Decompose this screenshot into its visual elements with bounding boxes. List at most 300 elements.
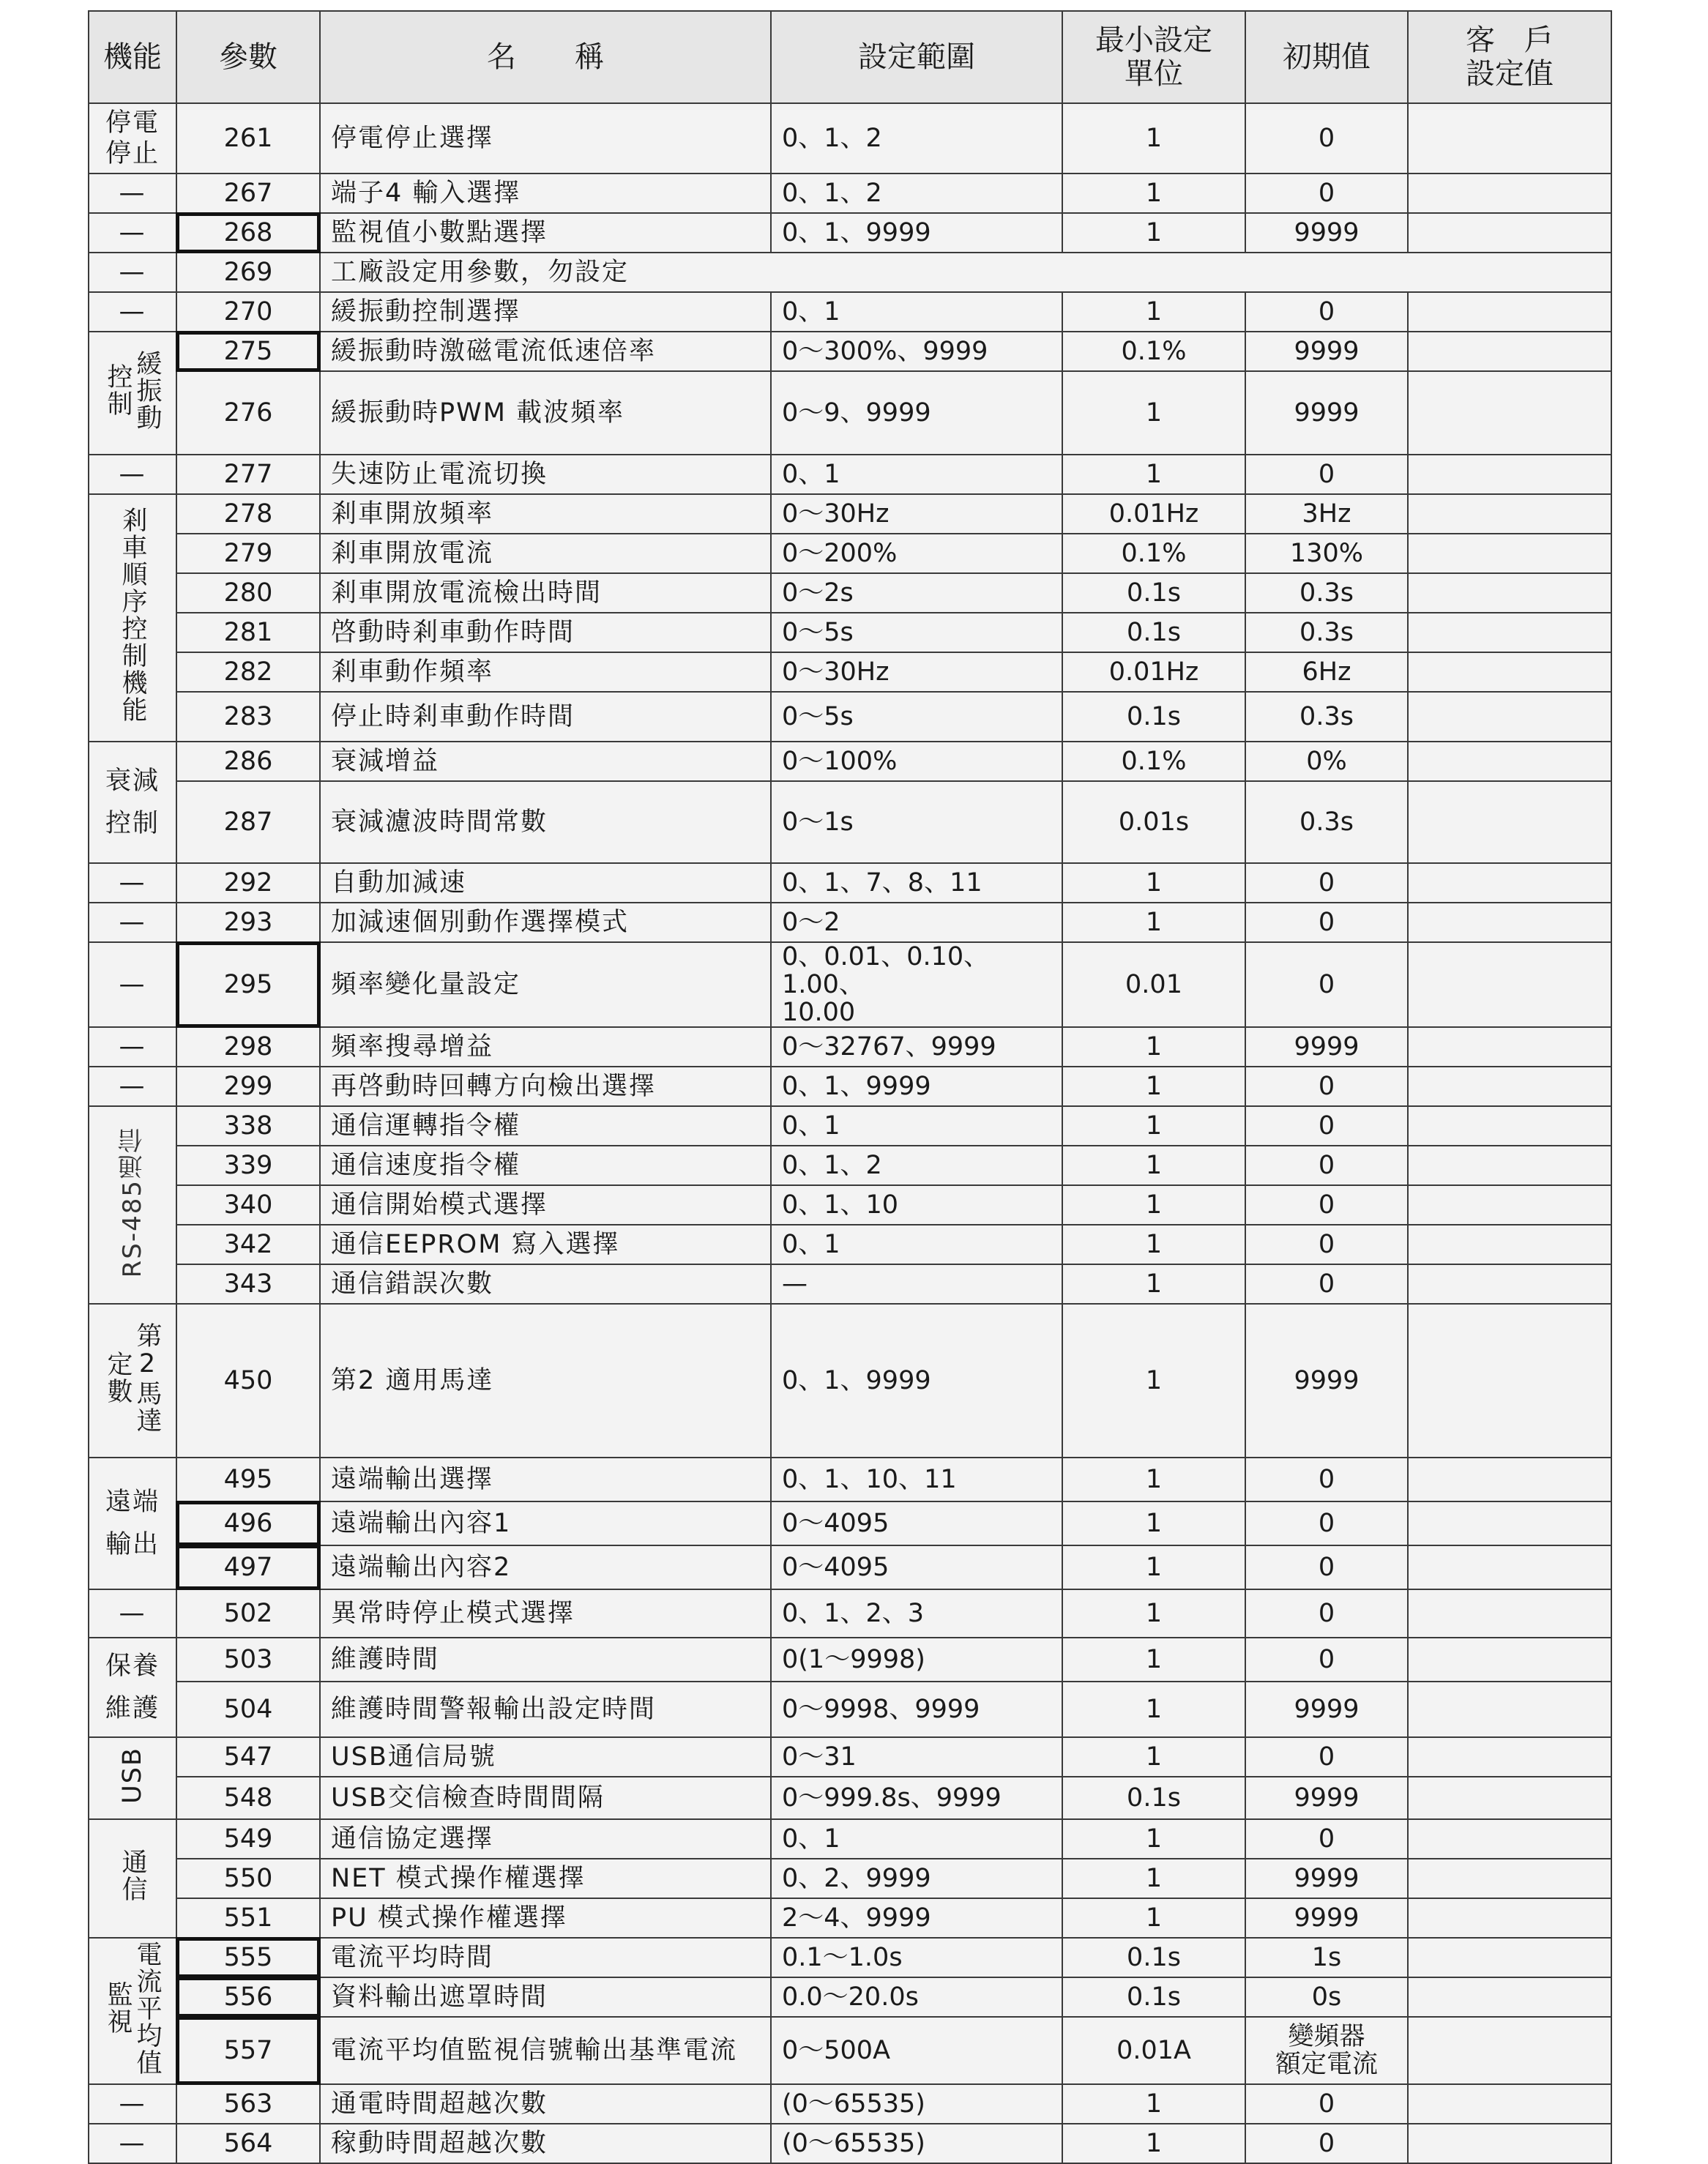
param-number: 497 (176, 1545, 320, 1589)
param-number: 268 (176, 213, 320, 253)
customer-value (1408, 1264, 1611, 1304)
param-name: 失速防止電流切換 (320, 455, 771, 494)
param-number: 563 (176, 2084, 320, 2124)
param-unit: 1 (1062, 2124, 1245, 2163)
param-range: (0～65535) (771, 2124, 1062, 2163)
param-number: 450 (176, 1304, 320, 1458)
group-label: — (89, 2124, 176, 2163)
param-initial: 0s (1245, 1977, 1408, 2017)
param-range: 0～9、9999 (771, 371, 1062, 455)
param-unit: 1 (1062, 213, 1245, 253)
param-unit: 1 (1062, 1898, 1245, 1938)
param-name: 第2 適用馬達 (320, 1304, 771, 1458)
customer-value (1408, 213, 1611, 253)
param-name: 工廠設定用參數，勿設定 (320, 253, 1611, 292)
customer-value (1408, 1898, 1611, 1938)
param-name: 遠端輸出內容1 (320, 1501, 771, 1545)
param-unit: 0.1s (1062, 573, 1245, 613)
param-name: 自動加減速 (320, 863, 771, 903)
param-number: 504 (176, 1682, 320, 1737)
table-row (89, 942, 1611, 1027)
param-number: 495 (176, 1458, 320, 1501)
param-range: 0、1 (771, 1819, 1062, 1859)
table-row (89, 1501, 1611, 1545)
param-name: 啓動時剎車動作時間 (320, 613, 771, 652)
customer-value (1408, 1501, 1611, 1545)
param-number: 342 (176, 1225, 320, 1264)
param-initial: 3Hz (1245, 494, 1408, 534)
param-number: 299 (176, 1067, 320, 1106)
table-row (89, 692, 1611, 742)
table-row (89, 2017, 1611, 2084)
param-initial: 0 (1245, 174, 1408, 213)
group-label: RS-485通信 (89, 1106, 176, 1304)
customer-value (1408, 2017, 1611, 2084)
customer-value (1408, 1737, 1611, 1777)
col-header-customer: 客 戶 設定值 (1408, 11, 1611, 103)
param-unit: 1 (1062, 1264, 1245, 1304)
param-range: 0、2、9999 (771, 1859, 1062, 1898)
param-initial: 0.3s (1245, 573, 1408, 613)
customer-value (1408, 1067, 1611, 1106)
table-row (89, 742, 1611, 781)
param-range: 0～31 (771, 1737, 1062, 1777)
param-range: 0、1、2、3 (771, 1589, 1062, 1638)
customer-value (1408, 1589, 1611, 1638)
param-range: 0、1 (771, 455, 1062, 494)
param-number: 276 (176, 371, 320, 455)
group-label: 通信 (89, 1819, 176, 1938)
param-number: 503 (176, 1638, 320, 1682)
table-row (89, 292, 1611, 332)
table-row (89, 1777, 1611, 1819)
param-range: — (771, 1264, 1062, 1304)
param-range: 0、1、7、8、11 (771, 863, 1062, 903)
customer-value (1408, 2084, 1611, 2124)
param-initial: 0 (1245, 1819, 1408, 1859)
param-unit: 1 (1062, 903, 1245, 942)
param-number: 502 (176, 1589, 320, 1638)
param-number: 279 (176, 534, 320, 573)
param-number: 282 (176, 652, 320, 692)
param-range: 0～5s (771, 613, 1062, 652)
param-unit: 0.01s (1062, 781, 1245, 863)
param-name: 資料輸出遮罩時間 (320, 1977, 771, 2017)
param-range: 0、1、2 (771, 103, 1062, 174)
customer-value (1408, 1304, 1611, 1458)
customer-value (1408, 1146, 1611, 1185)
param-name: 剎車開放電流檢出時間 (320, 573, 771, 613)
group-label: — (89, 455, 176, 494)
param-unit: 0.1% (1062, 534, 1245, 573)
param-range: 0、1、10 (771, 1185, 1062, 1225)
customer-value (1408, 1938, 1611, 1977)
customer-value (1408, 613, 1611, 652)
col-header-range: 設定範圍 (771, 11, 1062, 103)
param-initial: 0 (1245, 455, 1408, 494)
group-label: 保養 維護 (89, 1638, 176, 1737)
table-row (89, 1146, 1611, 1185)
group-label: 第2馬達定數 (89, 1304, 176, 1458)
param-range: 0～500A (771, 2017, 1062, 2084)
customer-value (1408, 781, 1611, 863)
parameter-table (88, 10, 1612, 2164)
param-name: 剎車動作頻率 (320, 652, 771, 692)
param-initial: 0 (1245, 1458, 1408, 1501)
param-initial: 0.3s (1245, 613, 1408, 652)
param-name: 加減速個別動作選擇模式 (320, 903, 771, 942)
param-name: 異常時停止模式選擇 (320, 1589, 771, 1638)
customer-value (1408, 1106, 1611, 1146)
param-range: 0～4095 (771, 1501, 1062, 1545)
param-range: 0、0.01、0.10、1.00、 10.00 (771, 942, 1062, 1027)
table-row (89, 573, 1611, 613)
param-number: 556 (176, 1977, 320, 2017)
col-header-name: 名 稱 (320, 11, 771, 103)
param-initial: 變頻器 額定電流 (1245, 2017, 1408, 2084)
param-initial: 9999 (1245, 1898, 1408, 1938)
param-range: 0、1、2 (771, 1146, 1062, 1185)
param-unit: 1 (1062, 2084, 1245, 2124)
param-name: 通信協定選擇 (320, 1819, 771, 1859)
param-unit: 0.1% (1062, 332, 1245, 371)
param-number: 275 (176, 332, 320, 371)
param-number: 295 (176, 942, 320, 1027)
param-initial: 9999 (1245, 371, 1408, 455)
param-name: 剎車開放頻率 (320, 494, 771, 534)
param-initial: 0 (1245, 1067, 1408, 1106)
param-name: 遠端輸出內容2 (320, 1545, 771, 1589)
param-initial: 0 (1245, 942, 1408, 1027)
param-initial: 1s (1245, 1938, 1408, 1977)
param-name: 通信EEPROM 寫入選擇 (320, 1225, 771, 1264)
param-unit: 1 (1062, 1819, 1245, 1859)
table-row (89, 1545, 1611, 1589)
customer-value (1408, 1458, 1611, 1501)
param-range: 0～30Hz (771, 494, 1062, 534)
param-name: 緩振動控制選擇 (320, 292, 771, 332)
param-number: 298 (176, 1027, 320, 1067)
param-range: 0～999.8s、9999 (771, 1777, 1062, 1819)
table-row (89, 494, 1611, 534)
group-label: 遠端 輸出 (89, 1458, 176, 1589)
param-name: 稼動時間超越次數 (320, 2124, 771, 2163)
param-name: 衰減增益 (320, 742, 771, 781)
param-name: USB通信局號 (320, 1737, 771, 1777)
group-label: 緩振動控制 (89, 332, 176, 455)
table-row (89, 1938, 1611, 1977)
customer-value (1408, 534, 1611, 573)
customer-value (1408, 174, 1611, 213)
param-unit: 0.01A (1062, 2017, 1245, 2084)
param-initial: 0 (1245, 1737, 1408, 1777)
table-row (89, 2084, 1611, 2124)
table-row (89, 1819, 1611, 1859)
param-name: 通信速度指令權 (320, 1146, 771, 1185)
col-header-unit: 最小設定 單位 (1062, 11, 1245, 103)
table-row (89, 1067, 1611, 1106)
param-initial: 0 (1245, 1545, 1408, 1589)
table-row (89, 174, 1611, 213)
param-unit: 1 (1062, 174, 1245, 213)
param-range: 0、1、2 (771, 174, 1062, 213)
param-unit: 1 (1062, 1638, 1245, 1682)
param-name: 停電停止選擇 (320, 103, 771, 174)
param-unit: 0.1s (1062, 1977, 1245, 2017)
customer-value (1408, 573, 1611, 613)
param-range: 2～4、9999 (771, 1898, 1062, 1938)
param-name: NET 模式操作權選擇 (320, 1859, 771, 1898)
param-range: 0(1～9998) (771, 1638, 1062, 1682)
param-initial: 0 (1245, 1185, 1408, 1225)
group-label: — (89, 942, 176, 1027)
param-name: 端子4 輸入選擇 (320, 174, 771, 213)
customer-value (1408, 494, 1611, 534)
param-name: 剎車開放電流 (320, 534, 771, 573)
group-label: — (89, 174, 176, 213)
param-unit: 1 (1062, 455, 1245, 494)
table-row (89, 534, 1611, 573)
param-unit: 1 (1062, 1146, 1245, 1185)
param-initial: 0 (1245, 1146, 1408, 1185)
param-initial: 9999 (1245, 1304, 1408, 1458)
customer-value (1408, 1682, 1611, 1737)
customer-value (1408, 292, 1611, 332)
param-name: 遠端輸出選擇 (320, 1458, 771, 1501)
param-initial: 0 (1245, 292, 1408, 332)
table-row (89, 1737, 1611, 1777)
param-number: 547 (176, 1737, 320, 1777)
table-row (89, 1859, 1611, 1898)
param-number: 286 (176, 742, 320, 781)
group-label: — (89, 1067, 176, 1106)
col-header-parameter: 參數 (176, 11, 320, 103)
param-unit: 0.1s (1062, 613, 1245, 652)
table-row (89, 1185, 1611, 1225)
customer-value (1408, 942, 1611, 1027)
param-unit: 1 (1062, 1682, 1245, 1737)
param-initial: 6Hz (1245, 652, 1408, 692)
table-row (89, 332, 1611, 371)
param-unit: 1 (1062, 371, 1245, 455)
group-label: — (89, 903, 176, 942)
table-row (89, 253, 1611, 292)
param-name: 維護時間警報輸出設定時間 (320, 1682, 771, 1737)
param-unit: 0.1s (1062, 1938, 1245, 1977)
customer-value (1408, 692, 1611, 742)
table-row (89, 455, 1611, 494)
group-label: — (89, 863, 176, 903)
param-number: 292 (176, 863, 320, 903)
param-number: 555 (176, 1938, 320, 1977)
param-initial: 0.3s (1245, 781, 1408, 863)
table-row (89, 103, 1611, 174)
param-range: 0、1、10、11 (771, 1458, 1062, 1501)
param-unit: 1 (1062, 1304, 1245, 1458)
param-unit: 1 (1062, 863, 1245, 903)
param-number: 261 (176, 103, 320, 174)
param-name: 通電時間超越次數 (320, 2084, 771, 2124)
param-name: 停止時剎車動作時間 (320, 692, 771, 742)
customer-value (1408, 1545, 1611, 1589)
group-label: — (89, 253, 176, 292)
header-row (89, 11, 1611, 103)
table-row (89, 652, 1611, 692)
param-number: 550 (176, 1859, 320, 1898)
customer-value (1408, 2124, 1611, 2163)
param-initial: 0 (1245, 1638, 1408, 1682)
param-name: 通信開始模式選擇 (320, 1185, 771, 1225)
param-unit: 1 (1062, 1106, 1245, 1146)
param-initial: 0 (1245, 1501, 1408, 1545)
param-initial: 0 (1245, 903, 1408, 942)
param-name: 通信運轉指令權 (320, 1106, 771, 1146)
param-number: 280 (176, 573, 320, 613)
param-number: 270 (176, 292, 320, 332)
param-unit: 1 (1062, 1067, 1245, 1106)
param-number: 283 (176, 692, 320, 742)
param-range: 0、1、9999 (771, 1304, 1062, 1458)
param-unit: 0.01 (1062, 942, 1245, 1027)
param-number: 340 (176, 1185, 320, 1225)
customer-value (1408, 1638, 1611, 1682)
param-number: 339 (176, 1146, 320, 1185)
param-initial: 130% (1245, 534, 1408, 573)
group-label: — (89, 1027, 176, 1067)
param-range: 0～32767、9999 (771, 1027, 1062, 1067)
param-unit: 1 (1062, 1589, 1245, 1638)
group-label: USB (89, 1737, 176, 1819)
param-unit: 0.1s (1062, 692, 1245, 742)
param-number: 551 (176, 1898, 320, 1938)
group-label: 剎車順序控制機能 (89, 494, 176, 742)
param-initial: 0 (1245, 1264, 1408, 1304)
param-initial: 0 (1245, 1106, 1408, 1146)
param-initial: 0 (1245, 1225, 1408, 1264)
customer-value (1408, 1859, 1611, 1898)
param-name: 頻率變化量設定 (320, 942, 771, 1027)
param-initial: 0% (1245, 742, 1408, 781)
param-initial: 9999 (1245, 1859, 1408, 1898)
param-range: 0～5s (771, 692, 1062, 742)
param-range: 0～2 (771, 903, 1062, 942)
group-label: 停電停止 (89, 103, 176, 174)
table-row (89, 1106, 1611, 1146)
table-row (89, 1898, 1611, 1938)
group-label: — (89, 292, 176, 332)
customer-value (1408, 103, 1611, 174)
param-number: 278 (176, 494, 320, 534)
param-range: 0～100% (771, 742, 1062, 781)
customer-value (1408, 863, 1611, 903)
param-number: 281 (176, 613, 320, 652)
param-number: 287 (176, 781, 320, 863)
param-unit: 1 (1062, 1501, 1245, 1545)
table-row (89, 1458, 1611, 1501)
customer-value (1408, 455, 1611, 494)
param-initial: 0 (1245, 103, 1408, 174)
param-range: 0、1、9999 (771, 213, 1062, 253)
param-initial: 0 (1245, 1589, 1408, 1638)
customer-value (1408, 1977, 1611, 2017)
param-range: 0.1～1.0s (771, 1938, 1062, 1977)
param-number: 277 (176, 455, 320, 494)
param-name: 緩振動時激磁電流低速倍率 (320, 332, 771, 371)
table-row (89, 903, 1611, 942)
customer-value (1408, 742, 1611, 781)
param-range: 0～30Hz (771, 652, 1062, 692)
customer-value (1408, 903, 1611, 942)
param-name: 衰減濾波時間常數 (320, 781, 771, 863)
col-header-function: 機能 (89, 11, 176, 103)
param-range: 0、1、9999 (771, 1067, 1062, 1106)
param-range: 0～200% (771, 534, 1062, 573)
table-row (89, 1027, 1611, 1067)
table-row (89, 781, 1611, 863)
param-unit: 1 (1062, 1545, 1245, 1589)
customer-value (1408, 332, 1611, 371)
param-name: 頻率搜尋增益 (320, 1027, 771, 1067)
param-number: 549 (176, 1819, 320, 1859)
group-label: — (89, 213, 176, 253)
param-name: 電流平均值監視信號輸出基準電流 (320, 2017, 771, 2084)
param-number: 338 (176, 1106, 320, 1146)
customer-value (1408, 1185, 1611, 1225)
param-unit: 1 (1062, 1225, 1245, 1264)
param-unit: 0.1% (1062, 742, 1245, 781)
param-unit: 1 (1062, 1737, 1245, 1777)
table-row (89, 1638, 1611, 1682)
table-row (89, 1977, 1611, 2017)
param-name: 再啓動時回轉方向檢出選擇 (320, 1067, 771, 1106)
param-initial: 0 (1245, 2124, 1408, 2163)
param-unit: 1 (1062, 1859, 1245, 1898)
param-number: 557 (176, 2017, 320, 2084)
table-row (89, 613, 1611, 652)
param-number: 343 (176, 1264, 320, 1304)
customer-value (1408, 1027, 1611, 1067)
table-row (89, 1304, 1611, 1458)
customer-value (1408, 371, 1611, 455)
param-number: 548 (176, 1777, 320, 1819)
table-row (89, 371, 1611, 455)
param-range: (0～65535) (771, 2084, 1062, 2124)
param-number: 267 (176, 174, 320, 213)
param-unit: 1 (1062, 1027, 1245, 1067)
param-name: 監視值小數點選擇 (320, 213, 771, 253)
table-row (89, 1264, 1611, 1304)
param-range: 0、1 (771, 1106, 1062, 1146)
param-initial: 9999 (1245, 1027, 1408, 1067)
param-range: 0～9998、9999 (771, 1682, 1062, 1737)
customer-value (1408, 652, 1611, 692)
param-initial: 9999 (1245, 1777, 1408, 1819)
group-label: 衰減 控制 (89, 742, 176, 863)
table-row (89, 2124, 1611, 2163)
group-label: — (89, 2084, 176, 2124)
param-name: 通信錯誤次數 (320, 1264, 771, 1304)
customer-value (1408, 1819, 1611, 1859)
col-header-initial: 初期值 (1245, 11, 1408, 103)
param-initial: 9999 (1245, 332, 1408, 371)
param-range: 0、1 (771, 1225, 1062, 1264)
param-name: 緩振動時PWM 載波頻率 (320, 371, 771, 455)
param-initial: 9999 (1245, 1682, 1408, 1737)
customer-value (1408, 1777, 1611, 1819)
param-name: 維護時間 (320, 1638, 771, 1682)
table-row (89, 1589, 1611, 1638)
customer-value (1408, 1225, 1611, 1264)
